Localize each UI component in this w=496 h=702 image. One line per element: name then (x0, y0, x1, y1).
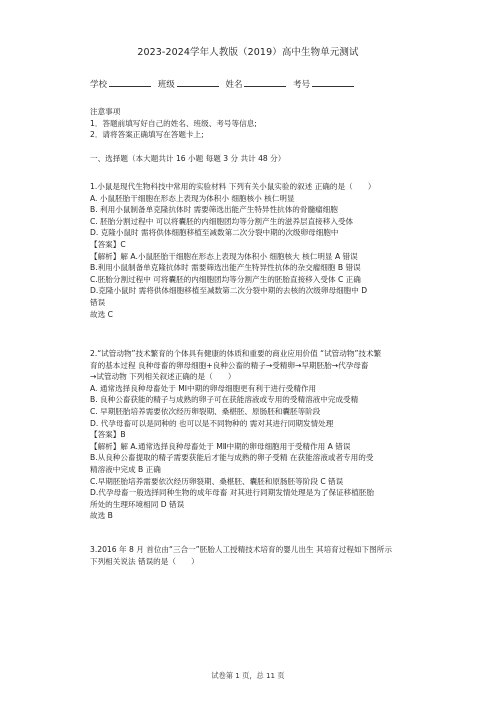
notes-block (90, 106, 416, 141)
question-1 (90, 181, 416, 320)
analysis-line: 错误 (90, 297, 106, 307)
notes-item: 1．答题前填写好自己的姓名、班级、考号等信息; (90, 118, 257, 128)
notes-item: 2．请将答案正确填写在答题卡上; (90, 130, 204, 140)
question-3 (90, 544, 416, 567)
answer-line: 【答案】B (90, 430, 126, 440)
question-stem: →试管动物 下列相关叙述正确的是（ ） (90, 372, 236, 382)
option-a: A. 通常选择良种母畜处于 MⅠ中期的卵母细胞更有利于进行受精作用 (90, 383, 317, 393)
conclusion-line: 故选 C (90, 309, 113, 319)
page-title: 2023-2024学年人教版（2019）高中生物单元测试 (137, 47, 359, 58)
class-blank[interactable] (177, 78, 219, 87)
analysis-line: 【解析】解 A.通常选择良种母畜处于 MⅡ中期的卵母细胞用于受精作用 A 错误 (90, 441, 351, 451)
option-d: D. 代孕母畜可以是同种的 也可以是不同物种的 需对其进行同期发情处理 (90, 418, 334, 428)
student-info-row (90, 78, 358, 90)
analysis-line: B.从良种公畜提取的精子需要获能后才能与成熟的卵子受精 在获能溶液或者专用的受 (90, 453, 374, 463)
analysis-line: C.胚胎分割过程中 可将囊胚的内细胞团均等分割产生的胚胎直接移入受体 C 正确 (90, 274, 361, 284)
answer-line: 【答案】C (90, 239, 126, 249)
question-stem: 2.“试管动物”技术繁育的个体具有健康的体质和重要的商业应用价值 “试管动物”技术繁 (90, 349, 382, 358)
option-a: A. 小鼠胚胎干细胞在形态上表现为体积小 细胞核小 核仁明显 (90, 193, 295, 203)
conclusion-line: 故选 B (90, 511, 113, 521)
school-label: 学校 (90, 80, 108, 90)
option-d: D. 克隆小鼠时 需将供体细胞移植至减数第二次分裂中期的次级卵母细胞中 (90, 228, 339, 238)
exam-no-blank[interactable] (312, 78, 354, 87)
question-stem: 育的基本过程 良种母畜的卵母细胞+良种公畜的精子→受精卵→早期胚胎→代孕母畜 (90, 360, 369, 370)
analysis-line: D.代孕母畜一般选择同种生物的成年母畜 对其进行同期发情处理是为了保证移植胚胎 (90, 488, 375, 498)
class-label: 班级 (157, 80, 175, 90)
analysis-line: D.克隆小鼠时 需将供体细胞移植至减数第二次分裂中期的去核的次级卵母细胞中 D (90, 286, 368, 296)
question-stem: 3.2016 年 8 月 首位由“三合一”胚胎人工授精技术培育的婴儿出生 其培育过程如下图所示 (90, 545, 392, 554)
option-b: B. 良种公畜获能的精子与成熟的卵子可在获能溶液或专用的受精溶液中完成受精 (90, 395, 359, 405)
analysis-line: 所处的生理环境相同 D 错误 (90, 499, 185, 509)
question-2 (90, 348, 416, 522)
analysis-line: 精溶液中完成 B 正确 (90, 464, 161, 474)
question-stem: 下列相关说法 错误的是（ ） (90, 556, 199, 566)
section-heading: 一、选择题（本大题共计 16 小题 每题 3 分 共计 48 分） (90, 154, 286, 163)
analysis-line: 【解析】解 A.小鼠胚胎干细胞在形态上表现为体积小 细胞核大 核仁明显 A 错误 (90, 251, 358, 261)
section-heading-block (90, 153, 416, 165)
analysis-line: C.早期胚胎培养需要依次经历卵裂期、桑椹胚、囊胚和原肠胚等阶段 C 错误 (90, 476, 344, 486)
page-footer: 试卷第 1 页，总 11 页 (211, 671, 285, 680)
question-stem: 1.小鼠是现代生物科技中常用的实验材料 下列有关小鼠实验的叙述 正确的是（ ） (90, 182, 376, 191)
option-c: C. 胚胎分割过程中 可以将囊胚的内细胞团均等分割产生的滋养层直接移入受体 (90, 216, 354, 226)
exam-no-label: 考号 (293, 80, 311, 90)
analysis-line: B.利用小鼠制备单克隆抗体时 需要筛选出能产生特异性抗体的杂交瘤细胞 B 错误 (90, 263, 361, 273)
option-c: C. 早期胚胎培养需要依次经历卵裂期、桑椹胚、原肠胚和囊胚等阶段 (90, 406, 321, 416)
school-blank[interactable] (109, 78, 151, 87)
notes-heading: 注意事项 (90, 107, 121, 116)
name-label: 姓名 (225, 80, 243, 90)
name-blank[interactable] (244, 78, 286, 87)
option-b: B. 利用小鼠制备单克隆抗体时 需要筛选出能产生特异性抗体的骨髓瘤细胞 (90, 205, 338, 215)
